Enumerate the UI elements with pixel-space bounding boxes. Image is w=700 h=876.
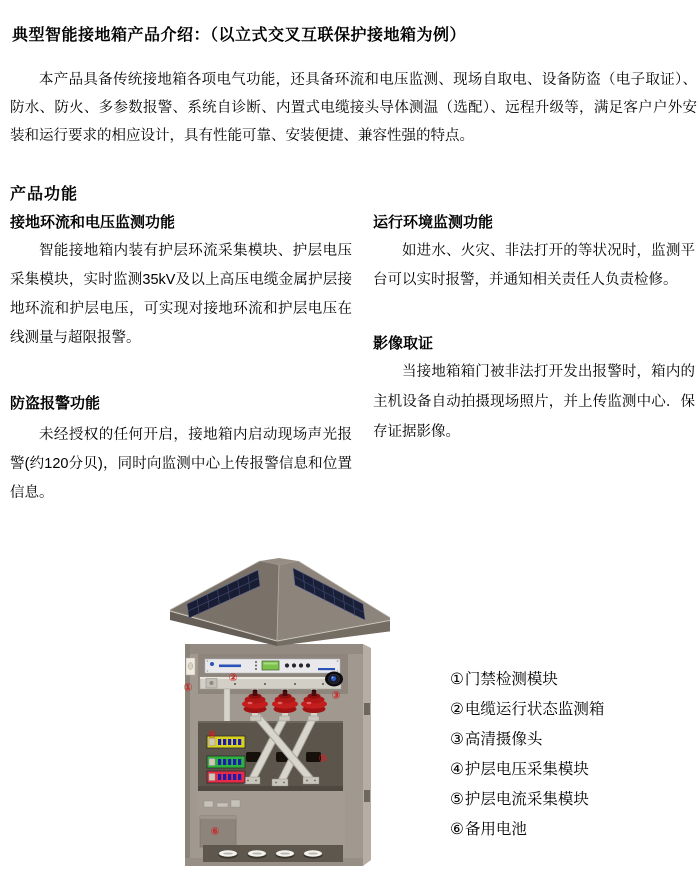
legend-label: 护层电流采集模块	[464, 791, 589, 808]
feature-body-video-evidence: 当接地箱箱门被非法打开发出报警时，箱内的主机设备自动拍摄现场照片，并上传监测中心．保存证据影像。	[373, 364, 695, 440]
legend-label: 护层电压采集模块	[464, 761, 589, 778]
legend-marker: ①	[450, 670, 464, 688]
legend-marker: ⑤	[450, 790, 464, 808]
legend-label: 备用电池	[464, 821, 527, 838]
callout-2: ②	[228, 671, 238, 684]
acquisition-module-labels	[207, 736, 245, 783]
module-label	[207, 771, 245, 783]
callout-6: ⑥	[210, 825, 220, 838]
callout-5: ⑤	[318, 752, 328, 765]
section-heading: 产品功能	[10, 186, 79, 204]
callout-1: ①	[183, 681, 193, 694]
feature-body-antitheft-alarm: 未经授权的任何开启，接地箱内启动现场声光报警(约120分贝)，同时向监测中心上传报警信息和位置信息。	[10, 427, 352, 501]
callout-4: ④	[207, 728, 217, 741]
feature-heading-environment-monitoring: 运行环境监测功能	[373, 214, 494, 231]
cable-entry-strip	[203, 845, 343, 862]
legend-item-current-module	[450, 784, 604, 814]
legend-marker: ⑥	[450, 820, 464, 838]
page-title: 典型智能接地箱产品介绍：（以立式交叉互联保护接地箱为例）	[12, 26, 467, 44]
diagram-legend	[450, 664, 604, 844]
legend-marker: ②	[450, 700, 464, 718]
lcd-screen	[262, 661, 279, 670]
cable-monitoring-unit	[205, 659, 340, 673]
cable-bushings	[242, 690, 327, 721]
legend-label: 门禁检测模块	[464, 671, 558, 688]
legend-item-door-sensor	[450, 664, 604, 694]
hd-camera	[325, 672, 343, 687]
grounding-box-illustration	[160, 558, 390, 870]
legend-label: 电缆运行状态监测箱	[464, 701, 605, 718]
legend-item-voltage-module	[450, 754, 604, 784]
legend-item-backup-battery	[450, 814, 604, 844]
feature-heading-antitheft-alarm: 防盗报警功能	[10, 395, 101, 412]
callout-3: ③	[331, 689, 341, 702]
legend-item-monitoring-box	[450, 694, 604, 724]
unit-logo	[210, 662, 214, 666]
legend-marker: ④	[450, 760, 464, 778]
current-module-label	[207, 756, 245, 768]
feature-body-circulation-monitoring: 智能接地箱内装有护层环流采集模块、护层电压采集模块，实时监测35kV及以上高压电缆金属护层接地环流和护层电压，可实现对接地环流和护层电压在线测量与超限报警。	[10, 243, 352, 346]
legend-label: 高清摄像头	[464, 731, 543, 748]
legend-marker: ③	[450, 730, 464, 748]
intro-paragraph: 本产品具备传统接地箱各项电气功能，还具备环流和电压监测、现场自取电、设备防盗（电子取证）、防水、防火、多参数报警、系统自诊断、内置式电缆接头导体测温（选配）、远程升级等，满足客户户外安装和运行要求的相应设计，具有性能可靠、安装便捷、兼容性强的特点。	[10, 72, 697, 144]
door-sensor-module	[186, 658, 195, 675]
feature-heading-video-evidence: 影像取证	[373, 335, 434, 352]
feature-heading-circulation-monitoring: 接地环流和电压监测功能	[10, 214, 176, 231]
roof	[170, 558, 390, 646]
mounting-bar	[200, 677, 341, 689]
feature-body-environment-monitoring: 如进水、火灾、非法打开的等状况时，监测平台可以实时报警，并通知相关责任人负责检修。	[373, 243, 695, 288]
legend-item-camera	[450, 724, 604, 754]
